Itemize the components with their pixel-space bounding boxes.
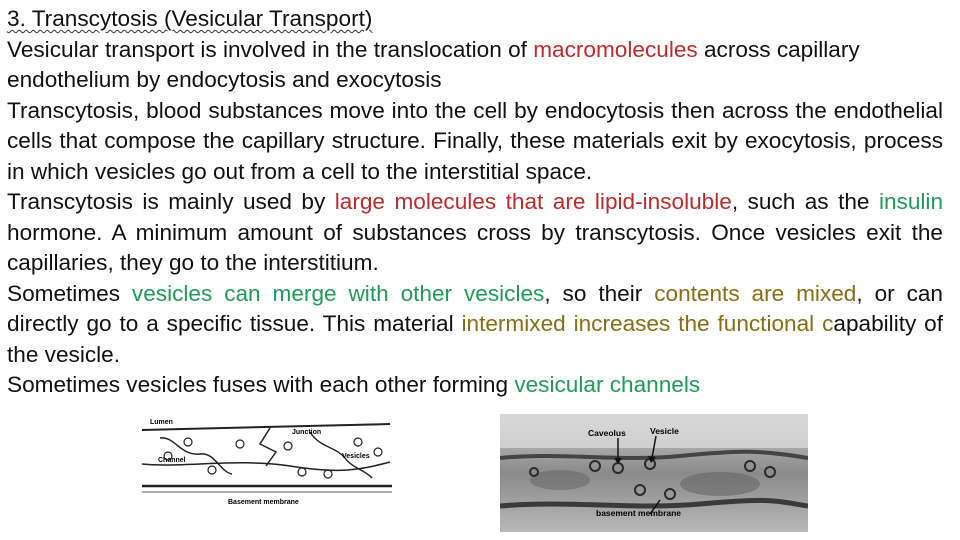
p3-highlight-insulin: insulin xyxy=(878,189,944,214)
p4-text-a: Sometimes xyxy=(7,280,132,306)
p4-highlight-contents-mixed: contents are mixed xyxy=(654,280,857,306)
lumen-label: Lumen xyxy=(150,419,173,426)
slide-text xyxy=(7,4,943,401)
paragraph-large-molecules xyxy=(7,187,943,279)
p4-highlight-vesicles-merge: vesicles can merge with other vesicles xyxy=(131,280,545,306)
p3-text-e: hormone. A minimum amount of substances cross by transcytosis. Once vesicles exit the capillaries, they go to the interstitium. xyxy=(7,219,943,275)
p3-text-c: , such as the xyxy=(731,189,879,214)
junction-label: Junction xyxy=(292,429,322,436)
p1-text-a: Vesicular transport is involved in the translocation of xyxy=(7,36,534,62)
basement-membrane-label: Basement membrane xyxy=(228,499,299,506)
p4-highlight-functional: intermixed increases the functional c xyxy=(461,311,834,336)
p3-highlight-lipid-insoluble: large molecules that are lipid-insoluble xyxy=(334,189,732,214)
electron-micrograph xyxy=(500,414,808,532)
title-text: 3. Transcytosis (Vesicular Transport) xyxy=(7,6,373,31)
basement-membrane-em-label: basement membrane xyxy=(596,508,682,518)
vesicles-label: Vesicles xyxy=(342,453,370,460)
caveolus-label: Caveolus xyxy=(588,428,626,438)
paragraph-vesicle-merge xyxy=(7,279,943,371)
p3-text-a: Transcytosis is mainly used by xyxy=(7,189,335,214)
p1-text-c: across capillary endothelium by endocytosis and exocytosis xyxy=(7,36,860,92)
channel-label: Channel xyxy=(158,457,186,464)
paragraph-vesicular-channels xyxy=(7,370,943,401)
vesicle-label: Vesicle xyxy=(650,426,679,436)
p5-highlight-vesicular-channels: vesicular channels xyxy=(514,372,701,397)
p4-text-g: apability of the vesicle. xyxy=(7,311,944,367)
paragraph-transcytosis: Transcytosis, blood substances move into the cell by endocytosis then across the endothelial cells that compose the capillary structure. Finally, these materials exit by exocytosis, process in which vesicles go out from a cell to the interstitial space. xyxy=(7,97,943,184)
p5-text-a: Sometimes vesicles fuses with each other forming xyxy=(7,372,515,397)
vesicle-diagram xyxy=(120,412,400,508)
paragraph-vesicular-transport xyxy=(7,35,943,96)
p1-highlight-macromolecules: macromolecules xyxy=(533,36,698,62)
p4-text-c: , so their xyxy=(544,280,655,306)
slide-title xyxy=(7,4,943,35)
p4-text-e: , or can directly go to a specific tissue. This material xyxy=(7,280,943,336)
